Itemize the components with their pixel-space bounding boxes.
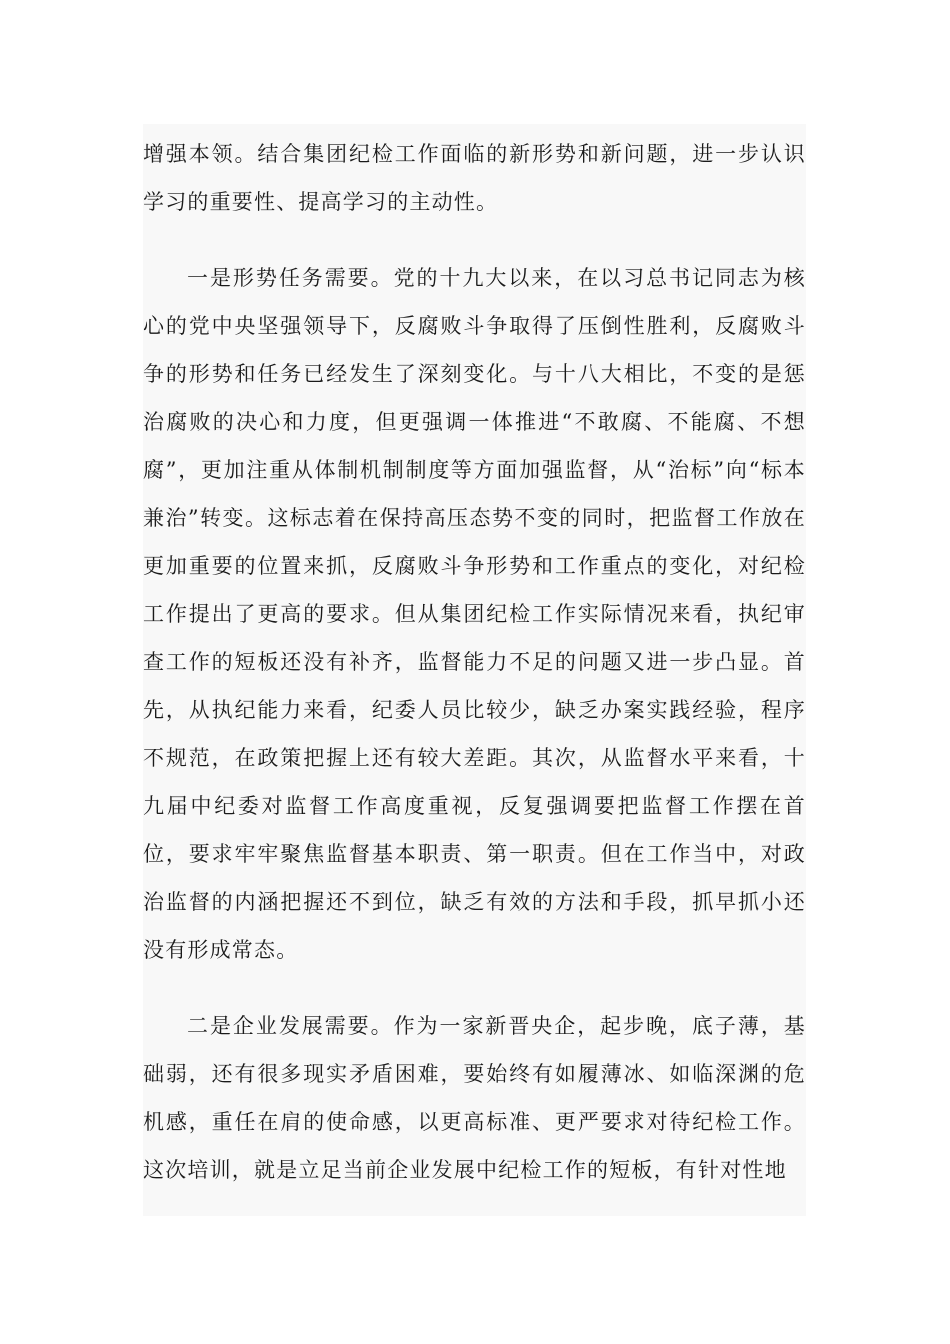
paragraph-3: 二是企业发展需要。作为一家新晋央企，起步晚，底子薄，基础弱，还有很多现实矛盾困难，要始终有如履薄冰、如临深渊的危机感，重任在肩的使命感，以更高标准、更严要求对待纪检工作。这次培训，就是立足当前企业发展中纪检工作的短板，有针对性地 xyxy=(143,1014,806,1182)
paragraph-gap xyxy=(143,226,806,254)
paragraph-gap xyxy=(143,974,806,1002)
paragraph-2: 一是形势任务需要。党的十九大以来，在以习总书记同志为核心的党中央坚强领导下，反腐败斗争取得了压倒性胜利，反腐败斗争的形势和任务已经发生了深刻变化。与十八大相比，不变的是惩治腐败的决心和力度，但更强调一体推进“不敢腐、不能腐、不想腐”，更加注重从体制机制制度等方面加强监督，从“治标”向“标本兼治”转变。这标志着在保持高压态势不变的同时，把监督工作放在更加重要的位置来抓，反腐败斗争形势和工作重点的变化，对纪检工作提出了更高的要求。但从集团纪检工作实际情况来看，执纪审查工作的短板还没有补齐，监督能力不足的问题又进一步凸显。首先，从执纪能力来看，纪委人员比较少，缺乏办案实践经验，程序不规范，在政策把握上还有较大差距。其次，从监督水平来看，十九届中纪委对监督工作高度重视，反复强调要把监督工作摆在首位，要求牢牢聚焦监督基本职责、第一职责。但在工作当中，对政治监督的内涵把握还不到位，缺乏有效的方法和手段，抓早抓小还没有形成常态。 xyxy=(143,266,806,962)
document-body xyxy=(143,124,806,1216)
paragraph-1: 增强本领。结合集团纪检工作面临的新形势和新问题，进一步认识学习的重要性、提高学习的主动性。 xyxy=(143,142,806,214)
